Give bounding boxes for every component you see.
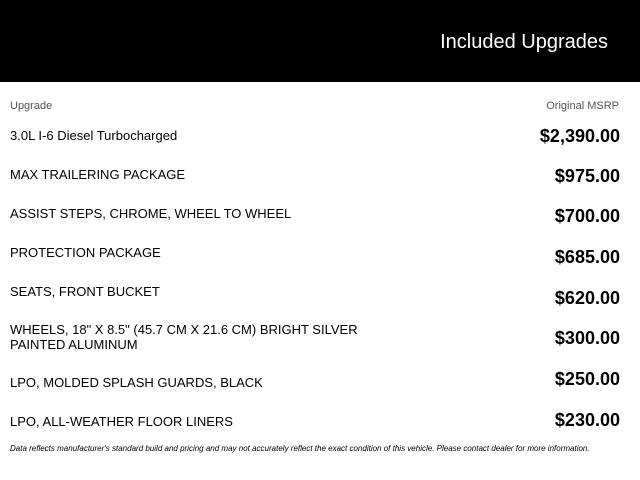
upgrade-name: 3.0L I-6 Diesel Turbocharged	[10, 128, 178, 143]
header-bar	[0, 0, 640, 82]
upgrade-price: $2,390.00	[539, 126, 620, 146]
upgrade-name: MAX TRAILERING PACKAGE	[10, 167, 186, 182]
disclaimer-text: Data reflects manufacturer's standard build and pricing and may not accurately reflect the exact condition of this vehicle. Please contact dealer for more information.	[10, 444, 590, 453]
upgrade-price: $685.00	[554, 247, 620, 267]
upgrade-name: LPO, ALL-WEATHER FLOOR LINERS	[10, 414, 233, 429]
column-header-upgrade: Upgrade	[10, 100, 53, 112]
upgrade-price: $975.00	[554, 166, 620, 186]
column-header-msrp: Original MSRP	[546, 100, 619, 112]
upgrade-name: LPO, MOLDED SPLASH GUARDS, BLACK	[10, 375, 263, 390]
upgrade-name: WHEELS, 18" X 8.5" (45.7 CM X 21.6 CM) BRIGHT SILVER PAINTED ALUMINUM	[10, 322, 358, 352]
upgrade-price: $250.00	[554, 369, 620, 389]
page-title: Included Upgrades	[440, 31, 608, 53]
upgrade-name: SEATS, FRONT BUCKET	[10, 284, 160, 299]
upgrade-price: $230.00	[554, 410, 620, 430]
upgrade-price: $700.00	[554, 206, 620, 226]
upgrade-name: PROTECTION PACKAGE	[10, 245, 161, 260]
upgrade-price: $620.00	[554, 288, 620, 308]
upgrade-price: $300.00	[554, 328, 620, 348]
upgrade-name: ASSIST STEPS, CHROME, WHEEL TO WHEEL	[10, 206, 292, 221]
